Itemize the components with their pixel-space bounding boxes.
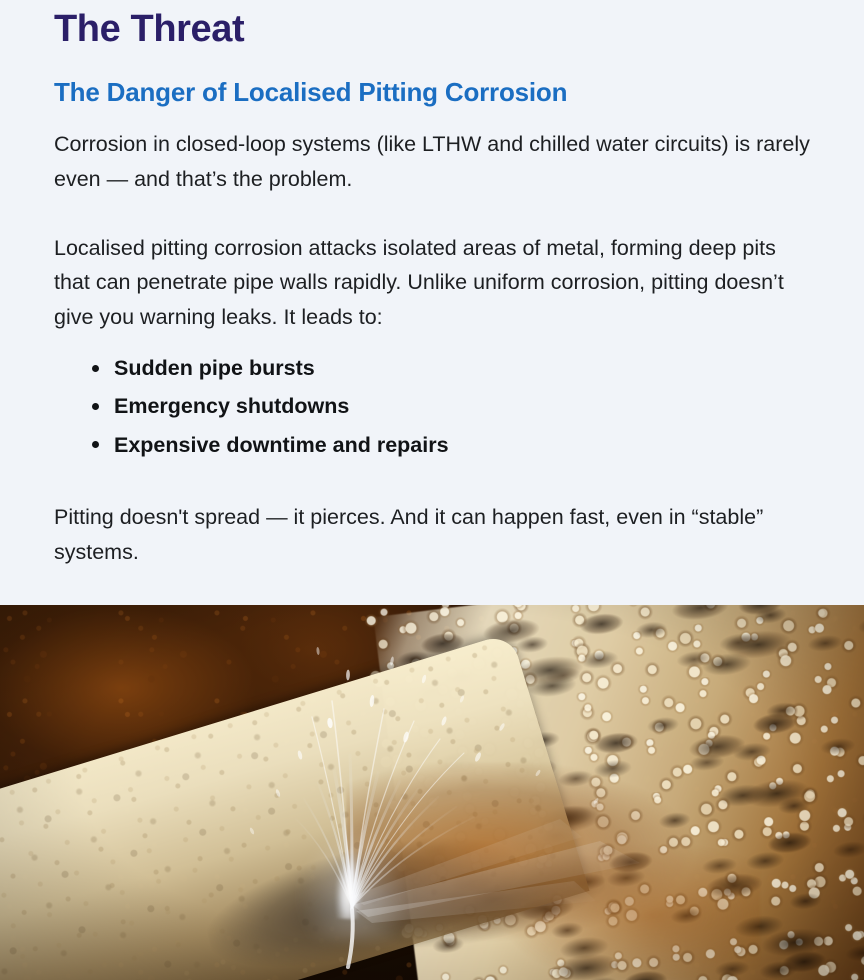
list-item: Sudden pipe bursts [92,349,810,387]
section-subtitle: The Danger of Localised Pitting Corrosion [54,77,568,108]
page-title: The Threat [54,8,245,50]
detail-paragraph: Localised pitting corrosion attacks isolated areas of metal, forming deep pits that can penetrate pipe walls rapidly. Unlike uniform corrosion, pitting doesn’t give you warning leaks. It leads to: [54,235,784,330]
corroded-pipe-photo [0,605,864,980]
pipe-leak-image [0,605,864,980]
closing-paragraph: Pitting doesn't spread — it pierces. And it can happen fast, even in “stable” systems. [54,504,764,564]
intro-paragraph: Corrosion in closed-loop systems (like LTHW and chilled water circuits) is rarely even — and that’s the problem. [54,131,810,191]
consequences-list [54,335,810,464]
list-item: Emergency shutdowns [92,387,810,425]
photo-vignette [0,605,864,980]
list-item: Expensive downtime and repairs [92,426,810,464]
